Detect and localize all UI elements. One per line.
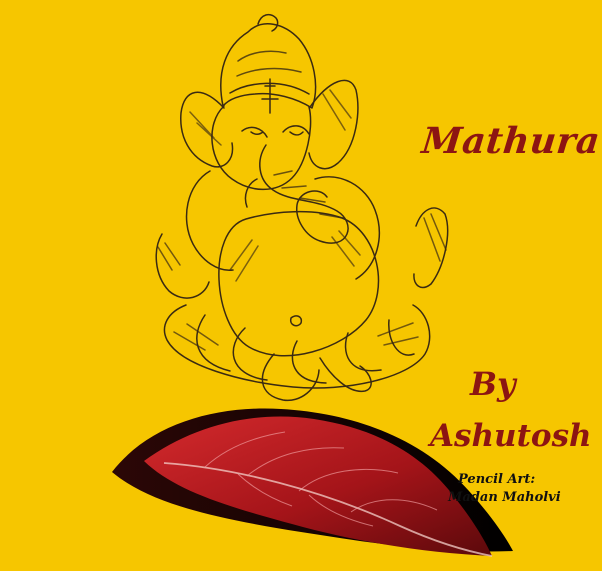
eyes xyxy=(242,126,309,137)
crown-outline xyxy=(221,24,316,108)
byline-by-text: By xyxy=(470,365,516,403)
belly xyxy=(219,212,379,356)
head-outline xyxy=(212,106,311,189)
crown-top xyxy=(258,15,278,31)
pencil-art-label: Pencil Art: xyxy=(458,472,536,487)
crown-details xyxy=(237,51,301,76)
hand-hatching xyxy=(158,214,446,270)
navel xyxy=(291,316,302,326)
author-name-text: Ashutosh xyxy=(430,418,592,454)
tusk xyxy=(245,179,257,207)
left-arm xyxy=(187,171,233,270)
artist-name-text: Madan Maholvi xyxy=(448,490,561,505)
ganesha-sketch xyxy=(156,15,447,401)
legs-and-feet xyxy=(262,354,371,400)
trunk-lines xyxy=(274,171,343,218)
right-raised-hand xyxy=(414,208,448,287)
right-arm xyxy=(315,177,379,279)
lotus-hatching xyxy=(174,323,418,350)
belly-shade xyxy=(230,231,360,281)
place-title-text: Mathura xyxy=(419,120,602,162)
left-raised-hand xyxy=(156,234,209,298)
